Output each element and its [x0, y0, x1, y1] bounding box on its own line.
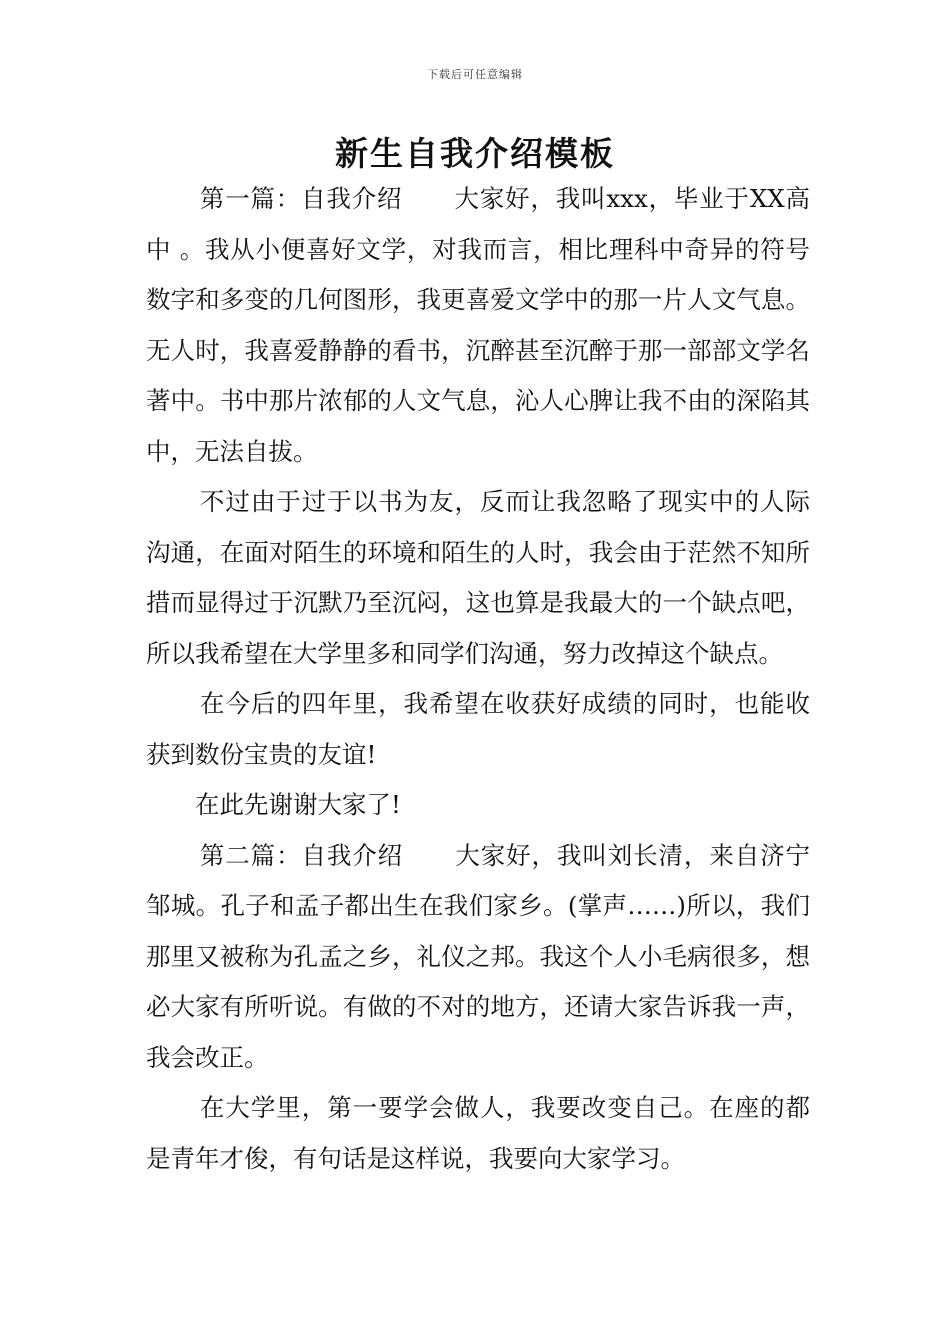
header-note: 下载后可任意编辑: [427, 68, 523, 81]
paragraph-1-text: 大家好，我叫xxx，毕业于XX高中 。我从小便喜好文学，对我而言，相比理科中奇异的符号数字和多变的几何图形，我更喜爱文学中的那一片人文气息。无人时，我喜爱静静的看书，沉醉甚至沉醉于那一部部文学名著中。书中那片浓郁的人文气息，沁人心脾让我不由的深陷其中，无法自拔。: [146, 184, 811, 466]
page-title: 新生自我介绍模板: [335, 134, 615, 173]
section-heading-2: 第二篇：自我介绍: [199, 840, 404, 870]
paragraph-2: 不过由于过于以书为友，反而让我忽略了现实中的人际沟通，在面对陌生的环境和陌生的人时，我会由于茫然不知所措而显得过于沉默乃至沉闷，这也算是我最大的一个缺点吧，所以我希望在大学里多和同学们沟通，努力改掉这个缺点。: [146, 487, 810, 668]
document-body: [146, 174, 810, 1184]
paragraph-4: 在此先谢谢大家了!: [195, 790, 401, 819]
paragraph-5: [146, 831, 810, 1084]
section-heading-1: 第一篇：自我介绍: [199, 184, 403, 213]
paragraph-1: [146, 174, 810, 477]
paragraph-6: 在大学里，第一要学会做人，我要改变自己。在座的都是青年才俊，有句话是这样说，我要向大家学习。: [146, 1093, 810, 1173]
paragraph-5-text: 大家好，我叫刘长清，来自济宁邹城。孔子和孟子都出生在我们家乡。(掌声……)所以，我们那里又被称为孔孟之乡，礼仪之邦。我这个人小毛病很多，想必大家有所听说。有做的不对的地方，还请大家告诉我一声，我会改正。: [146, 840, 811, 1072]
paragraph-3: 在今后的四年里，我希望在收获好成绩的同时，也能收获到数份宝贵的友谊!: [146, 689, 810, 769]
